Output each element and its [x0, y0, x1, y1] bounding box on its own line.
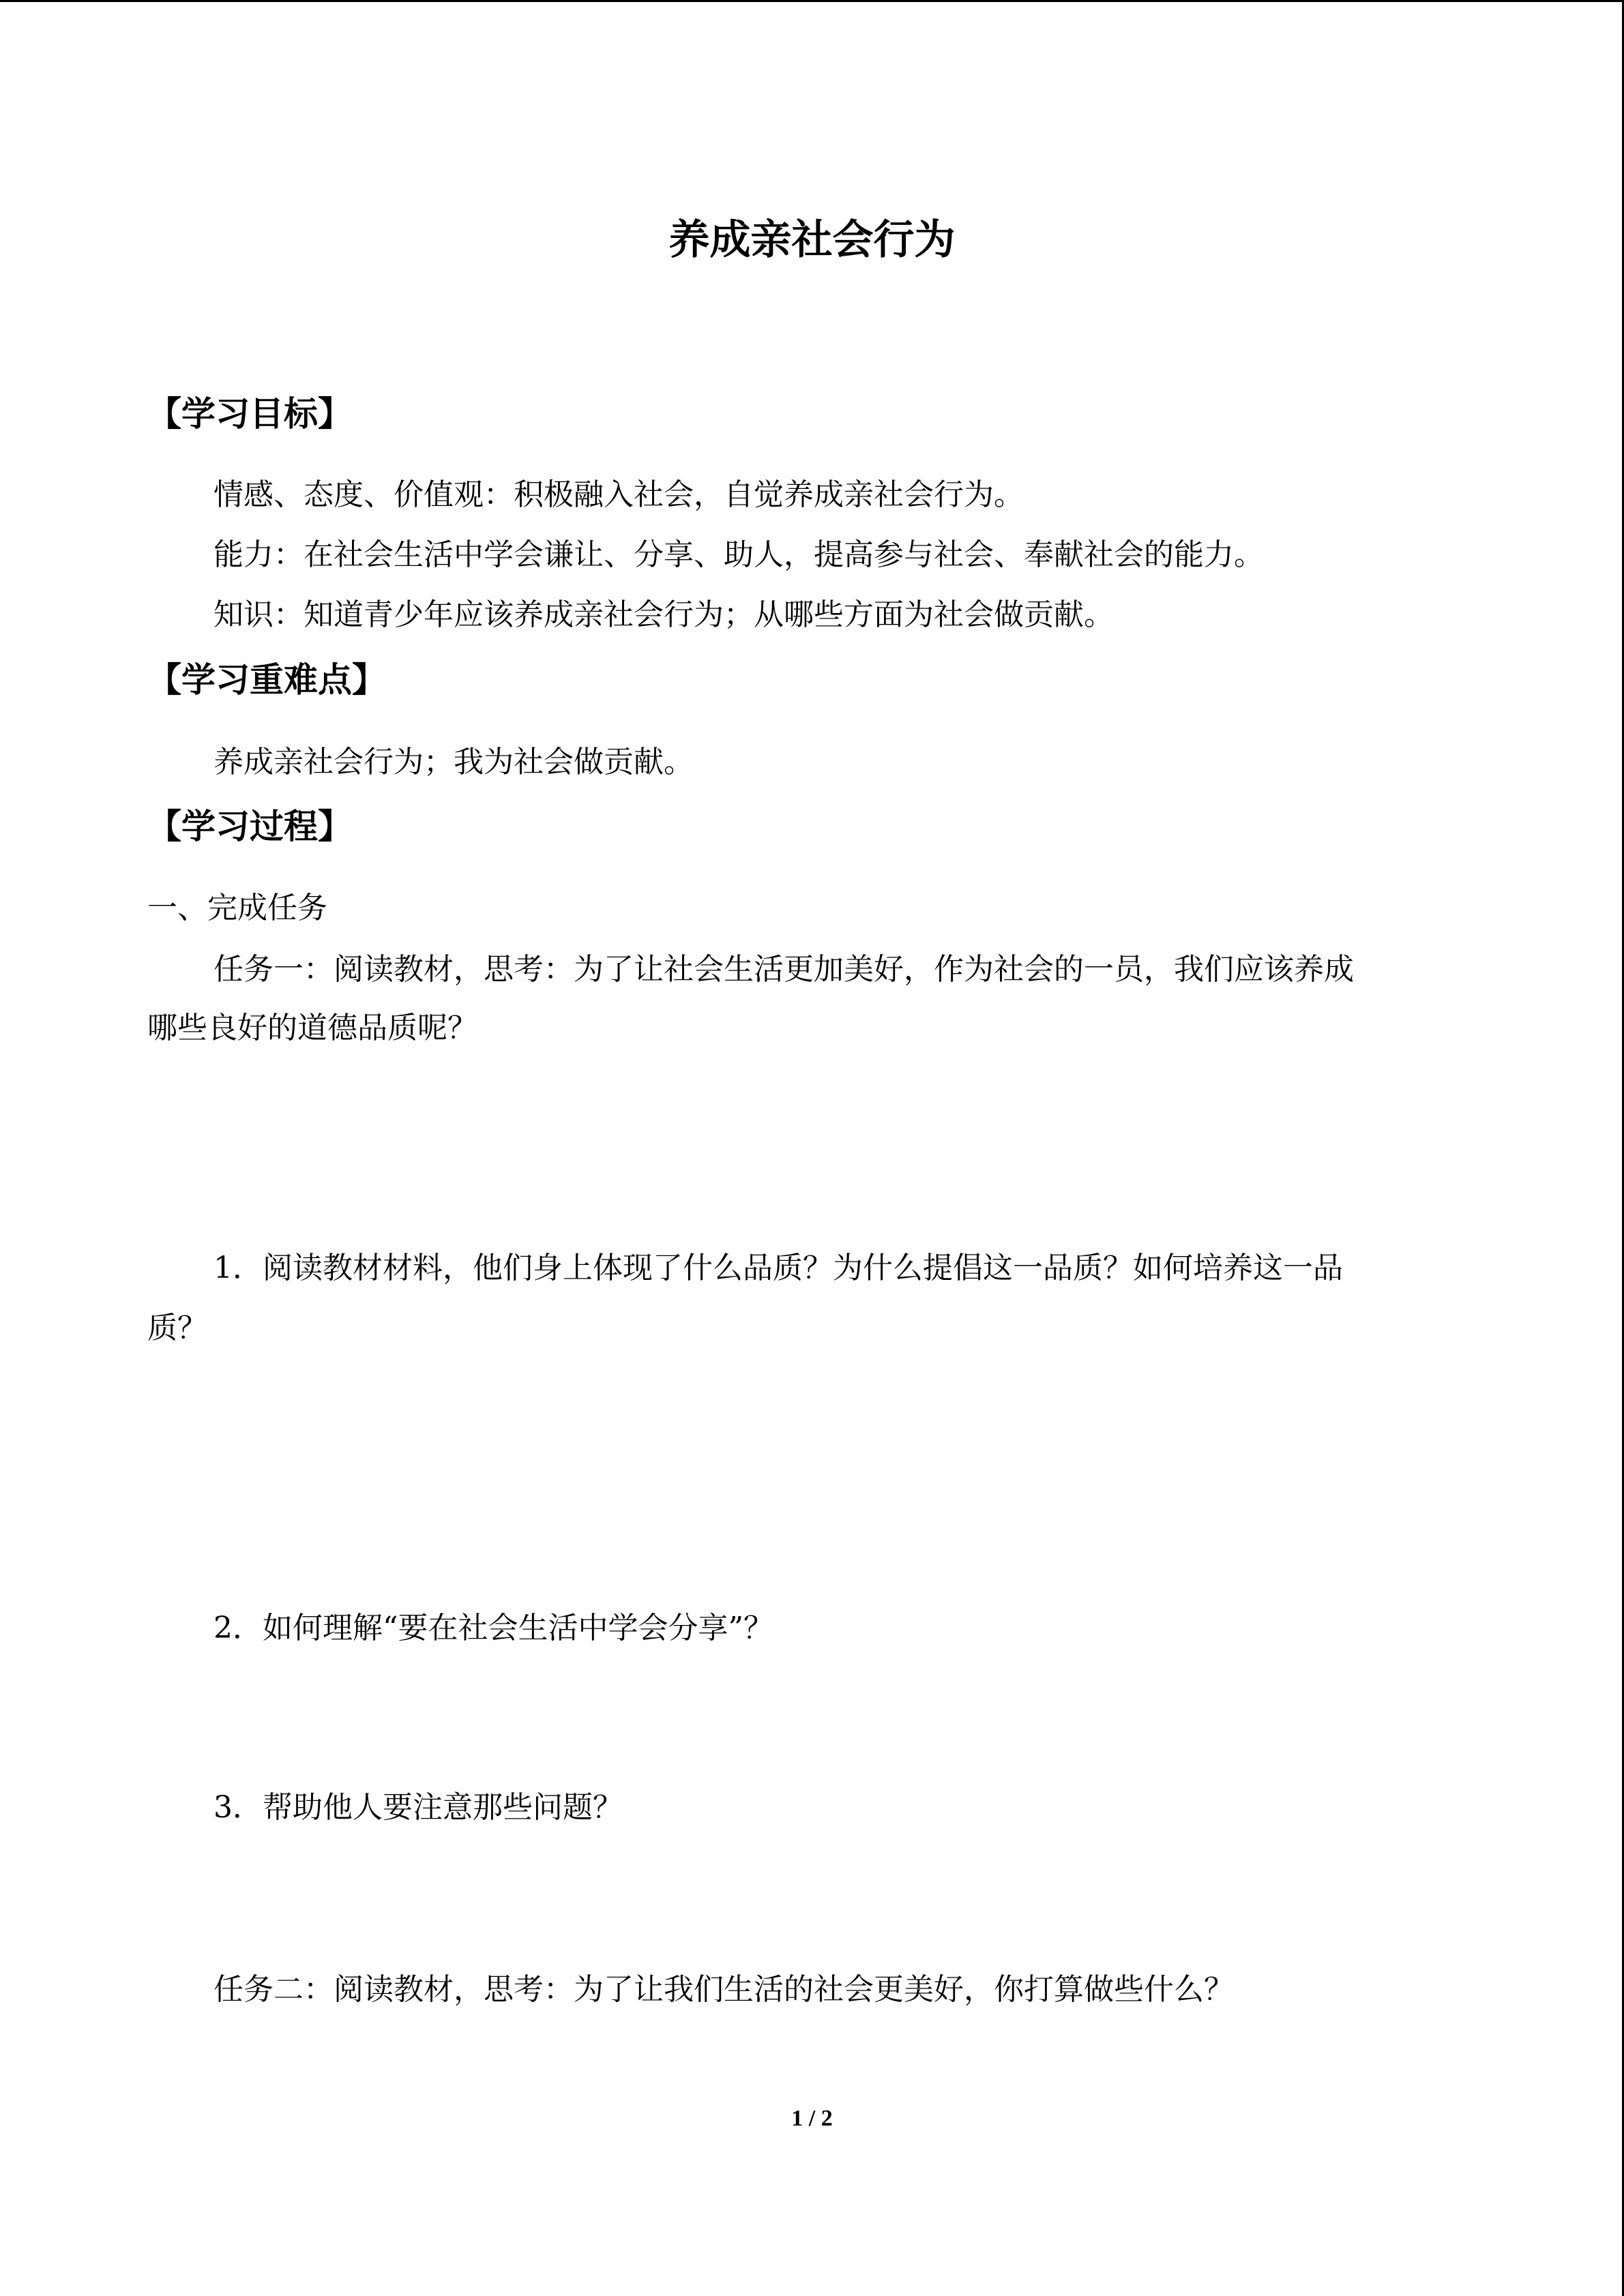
goal-emotion: 情感、态度、价值观：积极融入社会，自觉养成亲社会行为。: [213, 477, 1024, 512]
task-one-line1: 任务一：阅读教材，思考：为了让社会生活更加美好，作为社会的一员，我们应该养成: [213, 952, 1354, 987]
key-points-text: 养成亲社会行为；我为社会做贡献。: [213, 745, 694, 779]
task-two: 任务二：阅读教材，思考：为了让我们生活的社会更美好，你打算做些什么？: [213, 1972, 1234, 2007]
goals-heading: 【学习目标】: [147, 394, 352, 434]
key-points-heading: 【学习重难点】: [147, 660, 386, 700]
process-heading: 【学习过程】: [147, 807, 352, 846]
task-one-line2: 哪些良好的道德品质呢？: [147, 1011, 477, 1045]
part-one-label: 一、完成任务: [147, 891, 327, 925]
goal-ability: 能力：在社会生活中学会谦让、分享、助人，提高参与社会、奉献社会的能力。: [213, 537, 1264, 572]
question-3: 3．帮助他人要注意那些问题？: [213, 1790, 623, 1825]
question-1-line2: 质？: [147, 1311, 207, 1345]
page-number: 1 / 2: [791, 2106, 833, 2131]
document-title: 养成亲社会行为: [668, 216, 956, 264]
question-2: 2．如何理解“要在社会生活中学会分享”？: [213, 1611, 773, 1645]
page-top-border: [0, 0, 1624, 2]
goal-knowledge: 知识：知道青少年应该养成亲社会行为；从哪些方面为社会做贡献。: [213, 597, 1114, 632]
question-1-line1: 1．阅读教材材料，他们身上体现了什么品质？为什么提倡这一品质？如何培养这一品: [213, 1251, 1343, 1285]
